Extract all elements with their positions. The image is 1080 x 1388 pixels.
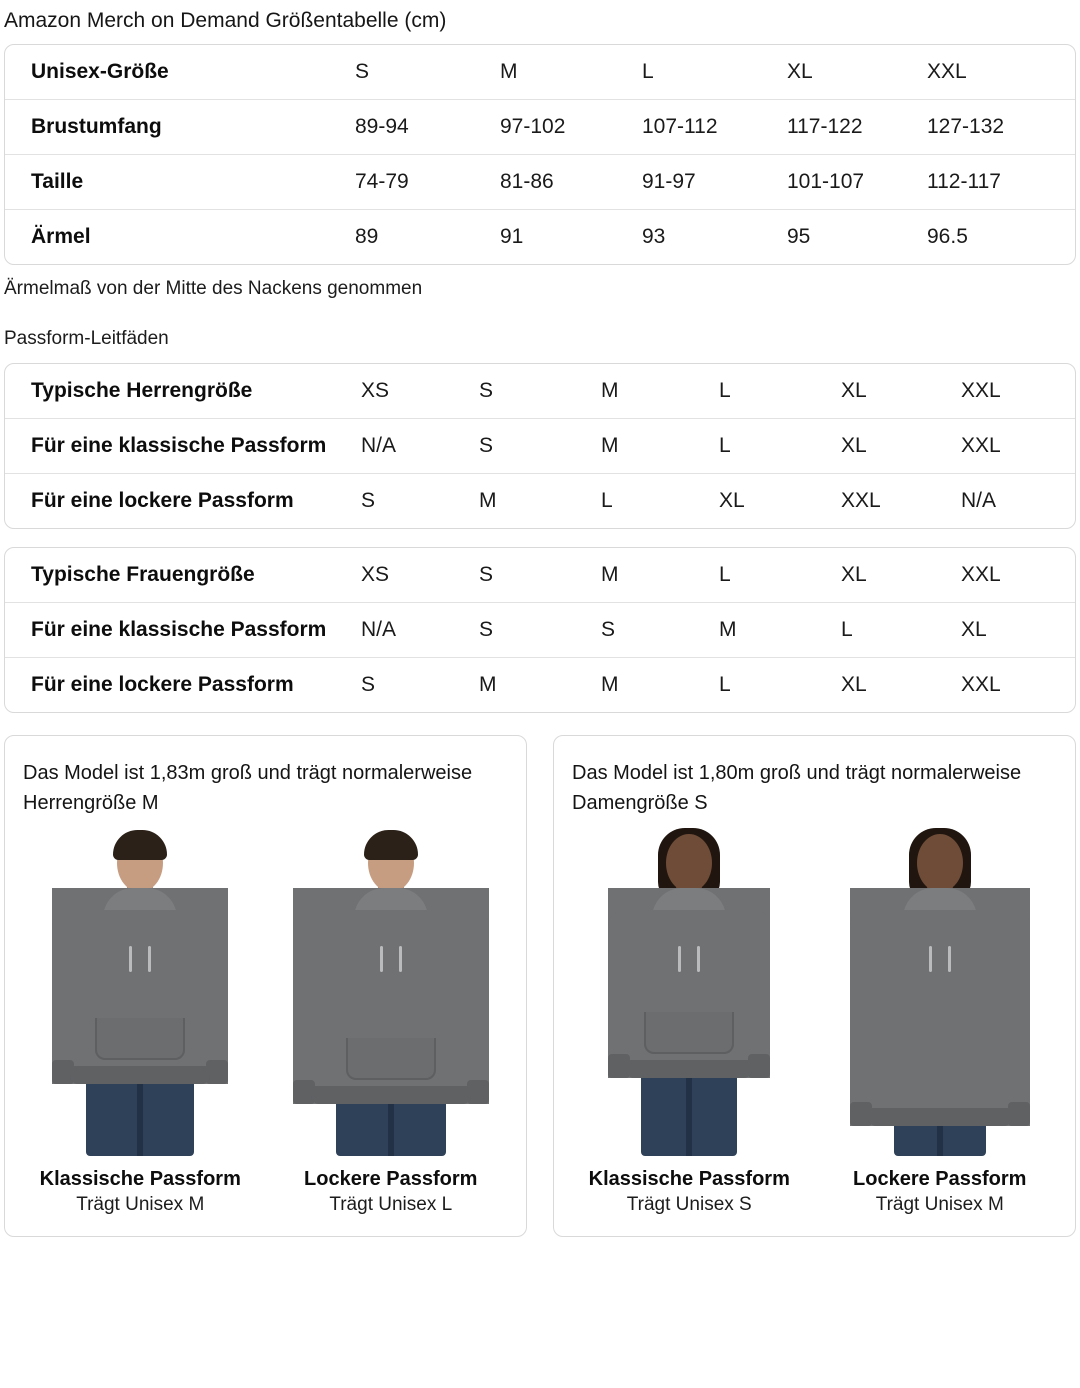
row-value: XS (361, 548, 479, 603)
row-label: Für eine klassische Passform (5, 603, 361, 658)
table-row (5, 603, 1076, 658)
row-value: 97-102 (500, 100, 642, 155)
female-model-card (553, 735, 1076, 1237)
row-value: 91-97 (642, 155, 787, 210)
mens-fit-table-card (4, 363, 1076, 529)
row-value: M (601, 548, 719, 603)
hoodie-body (293, 910, 489, 1104)
hoodie-classic (608, 888, 770, 1078)
row-value: XL (841, 419, 961, 474)
row-value: M (719, 603, 841, 658)
hem (311, 1086, 471, 1104)
hem (868, 1108, 1012, 1126)
figure-title: Lockere Passform (853, 1168, 1027, 1190)
drawstrings (923, 946, 957, 972)
figure-title: Klassische Passform (39, 1168, 241, 1190)
row-value: 81-86 (500, 155, 642, 210)
hem (626, 1060, 752, 1078)
row-value: XL (841, 364, 961, 419)
row-value: N/A (361, 603, 479, 658)
figure-subtitle: Trägt Unisex L (329, 1194, 453, 1215)
hoodie-classic (52, 888, 228, 1084)
row-value: XXL (841, 489, 881, 512)
row-label: Typische Herrengröße (5, 364, 361, 419)
row-value: M (500, 45, 642, 100)
hoodie-relaxed (293, 888, 489, 1104)
row-value: XXL (961, 419, 1076, 474)
model-caption: Das Model ist 1,80m groß und trägt normalerweise Damengröße S (572, 762, 1022, 814)
hoodie-relaxed (850, 888, 1030, 1126)
row-value: M (601, 364, 719, 419)
sleeve-measure-note: Ärmelmaß von der Mitte des Nackens genommen (4, 278, 423, 299)
row-label: Für eine lockere Passform (31, 489, 294, 512)
row-value: 89 (355, 225, 379, 248)
row-value: S (479, 603, 601, 658)
fit-guides-title: Passform-Leitfäden (4, 328, 169, 349)
figure-subtitle: Trägt Unisex M (76, 1194, 205, 1215)
row-value: S (355, 45, 500, 100)
row-value: S (601, 603, 719, 658)
row-value: M (479, 673, 497, 696)
row-value: S (479, 548, 601, 603)
hoodie-body (52, 910, 228, 1084)
row-label: Für eine lockere Passform (31, 673, 294, 696)
figure-relaxed-fit-female (823, 826, 1058, 1218)
row-value: 89-94 (355, 100, 500, 155)
female-classic-fit-illustration (572, 826, 807, 1156)
row-value: 101-107 (787, 155, 927, 210)
row-value: S (479, 364, 601, 419)
male-model-card (4, 735, 527, 1237)
table-spacer (0, 529, 1080, 547)
hair (113, 830, 167, 860)
table-row (5, 474, 1076, 529)
row-value: S (361, 489, 376, 512)
figure-classic-fit-male (23, 826, 258, 1218)
row-value: S (479, 419, 601, 474)
row-value: L (642, 45, 787, 100)
male-classic-fit-illustration (23, 826, 258, 1156)
table-row (5, 155, 1075, 210)
table-row (5, 658, 1076, 713)
row-label: Ärmel (31, 225, 91, 248)
row-label: Taille (5, 155, 355, 210)
row-value: XXL (961, 673, 1001, 696)
size-table (5, 45, 1075, 264)
mens-fit-table (5, 364, 1076, 528)
hoodie-body (850, 910, 1030, 1126)
table-row (5, 419, 1076, 474)
row-value: M (601, 673, 619, 696)
table-row (5, 210, 1075, 265)
kangaroo-pocket (346, 1038, 436, 1080)
drawstrings (374, 946, 408, 972)
model-cards-row (4, 735, 1076, 1237)
row-value: L (719, 419, 841, 474)
figure-subtitle: Trägt Unisex S (626, 1194, 752, 1215)
row-label: Für eine klassische Passform (5, 419, 361, 474)
row-value: 112-117 (927, 155, 1075, 210)
row-value: XXL (961, 364, 1076, 419)
size-table-card (4, 44, 1076, 265)
row-value: 91 (500, 225, 524, 248)
figure-title: Lockere Passform (304, 1168, 478, 1190)
row-value: XL (841, 548, 961, 603)
female-figures (572, 826, 1057, 1218)
row-value: XXL (961, 548, 1076, 603)
row-value: 95 (787, 225, 811, 248)
row-value: XL (841, 673, 867, 696)
female-relaxed-fit-illustration (823, 826, 1058, 1156)
row-value: 117-122 (787, 100, 927, 155)
row-value: XS (361, 364, 479, 419)
row-value: XL (787, 45, 927, 100)
row-value: 107-112 (642, 100, 787, 155)
hem (70, 1066, 210, 1084)
row-value: N/A (361, 419, 479, 474)
table-row (5, 100, 1075, 155)
row-value: S (361, 673, 376, 696)
row-value: 93 (642, 225, 666, 248)
row-value: L (719, 364, 841, 419)
row-label: Unisex-Größe (5, 45, 355, 100)
row-value: N/A (961, 489, 997, 512)
model-caption: Das Model ist 1,83m groß und trägt normalerweise Herrengröße M (23, 762, 473, 814)
hair (364, 830, 418, 860)
figure-relaxed-fit-male (274, 826, 509, 1218)
kangaroo-pocket (95, 1018, 185, 1060)
row-value: L (719, 673, 731, 696)
head (666, 834, 712, 892)
row-label: Brustumfang (5, 100, 355, 155)
figure-subtitle: Trägt Unisex M (875, 1194, 1004, 1215)
figure-title: Klassische Passform (588, 1168, 790, 1190)
table-row (5, 45, 1075, 100)
hoodie-body (608, 910, 770, 1078)
row-value: L (601, 489, 613, 512)
drawstrings (672, 946, 706, 972)
row-value: M (601, 419, 719, 474)
row-value: L (719, 548, 841, 603)
page-title: Amazon Merch on Demand Größentabelle (cm) (4, 9, 447, 32)
row-value: 74-79 (355, 155, 500, 210)
male-relaxed-fit-illustration (274, 826, 509, 1156)
row-value: M (479, 489, 497, 512)
row-value: XL (961, 603, 1076, 658)
head (917, 834, 963, 892)
row-value: XL (719, 489, 745, 512)
row-value: 127-132 (927, 100, 1075, 155)
drawstrings (123, 946, 157, 972)
row-value: XXL (927, 45, 1075, 100)
row-value: 96.5 (927, 225, 968, 248)
table-row (5, 364, 1076, 419)
male-figures (23, 826, 508, 1218)
figure-classic-fit-female (572, 826, 807, 1218)
row-value: L (841, 603, 961, 658)
row-label: Typische Frauengröße (5, 548, 361, 603)
table-row (5, 548, 1076, 603)
womens-fit-table (5, 548, 1076, 712)
kangaroo-pocket (644, 1012, 734, 1054)
womens-fit-table-card (4, 547, 1076, 713)
